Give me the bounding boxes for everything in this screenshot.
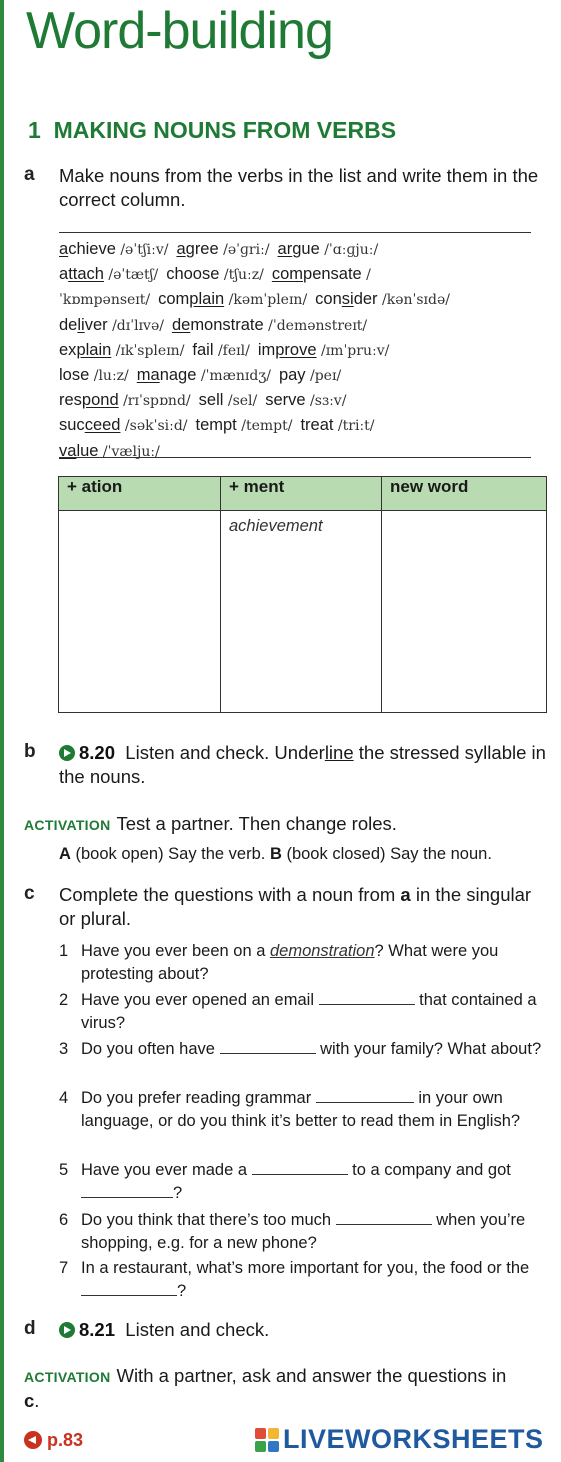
phonetic-transcription: /peɪ/ [305, 368, 342, 385]
verb-line [59, 388, 531, 413]
activation-ask-answer: ACTIVATION With a partner, ask and answer the questions in c. [24, 1365, 507, 1411]
phonetic-transcription: /əˈtætʃ/ [103, 267, 159, 284]
verb-line [59, 262, 531, 287]
phonetic-transcription: /tʃuːz/ [219, 267, 264, 284]
item-d-instruction: 8.21 Listen and check. [59, 1318, 549, 1342]
verb-word: respond [59, 391, 119, 410]
verb-item [59, 416, 188, 434]
answer-blank[interactable] [81, 1281, 177, 1296]
phonetic-transcription: /ɪkˈspleɪn/ [111, 342, 185, 359]
item-c-letter: c [24, 883, 35, 904]
verb-word: attach [59, 265, 104, 284]
verb-word: agree [176, 240, 219, 258]
verb-item [166, 265, 264, 283]
verb-item [59, 391, 191, 409]
activation-label: ACTIVATION [24, 1369, 111, 1385]
verb-item [265, 391, 346, 409]
verb-line [59, 287, 531, 312]
roles-instruction: A (book open) Say the verb. B (book closed) Say the noun. [59, 845, 492, 863]
verb-item [59, 290, 150, 308]
verb-line [59, 439, 531, 464]
phonetic-transcription: /ˈvæljuː/ [98, 443, 160, 460]
verb-item [258, 341, 390, 359]
verb-word: serve [265, 391, 306, 410]
item-b-instruction: 8.20 Listen and check. Underline the stressed syllable in the nouns. [59, 742, 546, 787]
verb-item [192, 341, 249, 359]
verb-item [59, 316, 164, 334]
question-5: 5 Have you ever made a to a company and got ? [59, 1161, 511, 1202]
verb-item [59, 366, 129, 384]
activation-label: ACTIVATION [24, 817, 111, 833]
answer-blank[interactable] [316, 1088, 414, 1103]
answer-blank[interactable] [336, 1210, 432, 1225]
phonetic-transcription: /sɜːv/ [305, 393, 347, 410]
phonetic-transcription: /ˈmænɪdʒ/ [196, 368, 271, 385]
audio-play-icon[interactable] [59, 745, 75, 761]
audio-track-number: 8.21 [79, 1319, 116, 1340]
section-number: 1 [28, 117, 41, 143]
verb-item [300, 416, 374, 434]
verb-word: tempt [195, 416, 237, 435]
phonetic-transcription: /əˈɡriː/ [218, 242, 270, 258]
verb-word: compensate [271, 265, 362, 284]
phonetic-transcription: /ɪmˈpruːv/ [316, 342, 390, 359]
verb-line [59, 313, 531, 338]
answer-blank[interactable] [252, 1160, 348, 1175]
verb-item [59, 442, 160, 460]
verb-item [137, 366, 271, 384]
section-title [28, 116, 396, 144]
phonetic-transcription: /rɪˈspɒnd/ [118, 393, 191, 410]
question-4: 4 Do you prefer reading grammar in your own language, or do you think it’s better to read them in English? [59, 1089, 521, 1130]
answer-blank[interactable] [319, 990, 415, 1005]
item-c-instruction: Complete the questions with a noun from a in the singular or plural. [59, 884, 532, 929]
verb-item [315, 290, 450, 308]
phonetic-transcription: /əˈtʃiːv/ [115, 242, 169, 258]
answer-cell-ation[interactable] [59, 511, 221, 713]
verb-item [59, 265, 158, 283]
page-title: Word-building [26, 2, 333, 60]
liveworksheets-brand [255, 1424, 544, 1455]
verb-word: succeed [59, 416, 121, 435]
left-margin-rule [0, 0, 4, 1462]
question-7: 7 In a restaurant, what’s more important for you, the food or the ? [59, 1259, 530, 1300]
phonetic-transcription: /tempt/ [236, 418, 293, 435]
verb-word: achieve [59, 240, 116, 258]
phonetic-transcription: /dɪˈlɪvə/ [107, 317, 164, 334]
verb-list [59, 232, 531, 458]
question-2: 2 Have you ever opened an email that contained a virus? [59, 991, 537, 1032]
verb-word: value [59, 441, 99, 460]
phonetic-transcription: ˈkɒmpənseɪt/ [59, 292, 151, 309]
verb-word: deliver [59, 315, 108, 334]
phonetic-transcription: /səkˈsiːd/ [120, 418, 188, 435]
phonetic-transcription: /ˈdemənstreɪt/ [263, 317, 368, 334]
example-answer: demonstration [269, 942, 375, 960]
verb-item [272, 265, 371, 283]
verb-item [59, 341, 184, 359]
question-1: 1 Have you ever been on a demonstration? What were you protesting about? [59, 942, 499, 983]
answer-blank[interactable] [81, 1183, 173, 1198]
section-name: MAKING NOUNS FROM VERBS [53, 117, 397, 143]
verb-word: consider [315, 290, 378, 309]
verb-word: pay [278, 366, 306, 385]
verb-item [196, 416, 293, 434]
item-a-letter: a [24, 164, 35, 185]
question-3: 3 Do you often have with your family? What about? [59, 1040, 542, 1058]
phonetic-transcription: / [361, 267, 371, 284]
verb-item [199, 391, 258, 409]
answer-blank[interactable] [220, 1039, 316, 1054]
verb-word: fail [192, 340, 214, 359]
verb-line [59, 338, 531, 363]
column-header-ment: + ment [221, 477, 382, 511]
verb-item [279, 366, 341, 384]
verb-word: treat [300, 416, 334, 435]
liveworksheets-logo [255, 1428, 279, 1452]
phonetic-transcription: /luːz/ [89, 368, 129, 385]
verb-word: lose [59, 366, 90, 385]
phonetic-transcription: /triːt/ [333, 418, 375, 435]
item-b-letter: b [24, 741, 36, 762]
verb-item [278, 240, 379, 258]
arrow-left-icon [24, 1431, 42, 1449]
verb-word: argue [277, 240, 320, 258]
answer-cell-ment[interactable]: achievement [221, 511, 382, 713]
verb-word: choose [166, 265, 220, 284]
phonetic-transcription: /kənˈsɪdə/ [377, 292, 450, 309]
verb-item [158, 290, 307, 308]
item-a-instruction: Make nouns from the verbs in the list and write them in the correct column. [59, 165, 539, 210]
verb-line [59, 237, 531, 262]
verb-word: sell [198, 391, 224, 410]
verb-line [59, 363, 531, 388]
verb-word: demonstrate [171, 315, 264, 334]
question-6: 6 Do you think that there’s too much when you’re shopping, e.g. for a new phone? [59, 1211, 526, 1252]
noun-columns-table [58, 476, 547, 713]
phonetic-transcription: /kəmˈpleɪn/ [224, 292, 308, 309]
audio-track-number: 8.20 [79, 742, 116, 763]
phonetic-transcription: /ˈɑːɡjuː/ [319, 242, 379, 258]
page-reference-link[interactable]: p.83 [24, 1430, 83, 1451]
item-d-letter: d [24, 1318, 36, 1339]
answer-cell-new-word[interactable] [382, 511, 547, 713]
verb-item [172, 316, 367, 334]
verb-word: improve [257, 340, 317, 359]
column-header-new-word: new word [382, 477, 547, 511]
verb-item [59, 240, 168, 258]
brand-name: LIVEWORKSHEETS [283, 1424, 544, 1454]
column-header-ation: + ation [59, 477, 221, 511]
phonetic-transcription: /sel/ [223, 393, 258, 410]
verb-line [59, 413, 531, 438]
verb-word: manage [136, 366, 197, 385]
verb-word: explain [59, 340, 112, 359]
activation-test-partner: ACTIVATION Test a partner. Then change roles. [24, 813, 397, 834]
phonetic-transcription: /feɪl/ [213, 342, 250, 359]
verb-word: complain [158, 290, 225, 309]
verb-item [176, 240, 269, 258]
audio-play-icon[interactable] [59, 1322, 75, 1338]
